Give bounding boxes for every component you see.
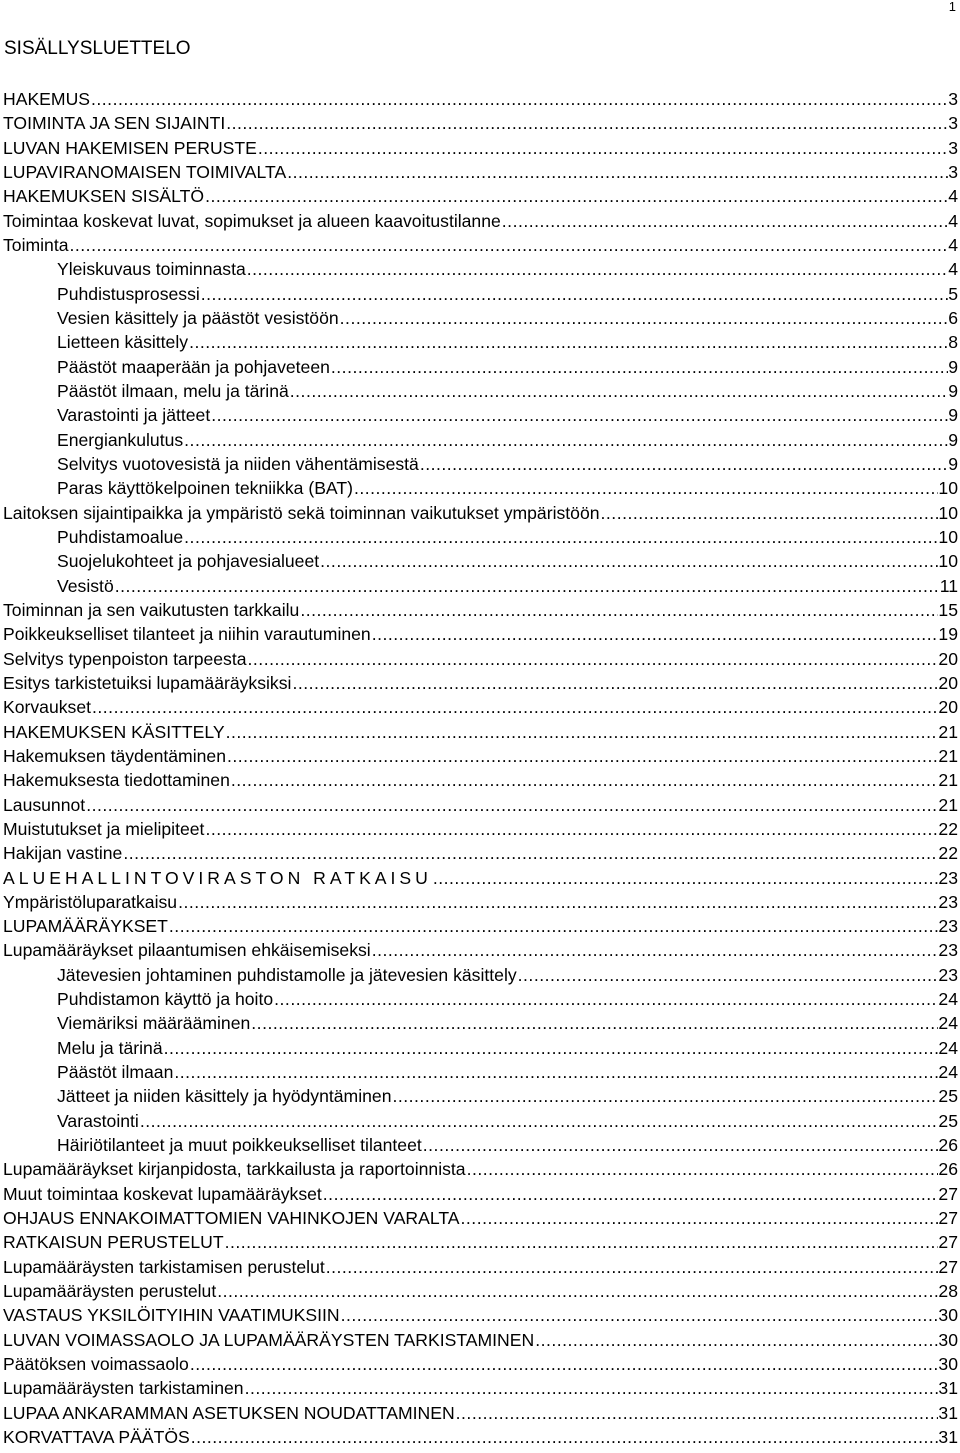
toc-entry-title: Lupamääräykset pilaantumisen ehkäisemiseksi: [3, 940, 371, 961]
dot-leader: [85, 793, 938, 817]
toc-entry[interactable]: [3, 1425, 958, 1449]
dot-leader: [204, 817, 938, 841]
toc-entry-page-number: 6: [948, 307, 958, 328]
toc-entry-page-number: 9: [948, 453, 958, 474]
toc-entry-title: Muut toimintaa koskevat lupamääräykset: [3, 1183, 322, 1204]
toc-entry[interactable]: [3, 793, 958, 817]
toc-entry-page-number: 24: [938, 1013, 958, 1034]
toc-entry-title: Suojelukohteet ja pohjavesialueet: [57, 551, 320, 572]
dot-leader: [432, 866, 939, 890]
toc-entry-page-number: 22: [938, 843, 958, 864]
toc-title: SISÄLLYSLUETTELO: [4, 38, 191, 59]
toc-entry-page-number: 30: [938, 1305, 958, 1326]
toc-entry[interactable]: [3, 598, 958, 622]
toc-entry[interactable]: [3, 1303, 958, 1327]
toc-entry[interactable]: [3, 841, 958, 865]
toc-entry[interactable]: [3, 549, 958, 573]
toc-entry-title: TOIMINTA JA SEN SIJAINTI: [3, 113, 226, 134]
toc-entry[interactable]: [3, 1279, 958, 1303]
dot-leader: [210, 403, 948, 427]
dot-leader: [600, 501, 939, 525]
dot-leader: [419, 452, 948, 476]
toc-entry[interactable]: [3, 1157, 958, 1181]
toc-entry-title: Toiminnan ja sen vaikutusten tarkkailu: [3, 599, 300, 620]
toc-entry-title: Lupamääräysten tarkistamisen perustelut: [3, 1256, 325, 1277]
toc-entry[interactable]: [3, 1255, 958, 1279]
toc-entry-page-number: 21: [938, 721, 958, 742]
toc-entry[interactable]: [3, 403, 958, 427]
dot-leader: [189, 1352, 939, 1376]
dot-leader: [91, 695, 938, 719]
toc-entry[interactable]: [3, 1230, 958, 1254]
toc-entry[interactable]: [3, 257, 958, 281]
toc-entry-title: Lietteen käsittely: [57, 332, 189, 353]
dot-leader: [325, 1255, 939, 1279]
toc-entry-page-number: 25: [938, 1110, 958, 1131]
toc-entry-title: Ympäristöluparatkaisu: [3, 891, 178, 912]
toc-entry[interactable]: [3, 938, 958, 962]
toc-entry-title: Poikkeukselliset tilanteet ja niihin varautuminen: [3, 624, 371, 645]
toc-entry-page-number: 25: [938, 1086, 958, 1107]
toc-entry-page-number: 10: [938, 526, 958, 547]
dot-leader: [225, 720, 939, 744]
toc-entry-title: Laitoksen sijaintipaikka ja ympäristö sekä toiminnan vaikutukset ympäristöön: [3, 502, 600, 523]
toc-entry-page-number: 21: [938, 745, 958, 766]
toc-entry-page-number: 3: [948, 113, 958, 134]
toc-entry[interactable]: [3, 890, 958, 914]
dot-leader: [289, 379, 948, 403]
toc-entry-page-number: 26: [938, 1135, 958, 1156]
toc-entry-page-number: 3: [948, 161, 958, 182]
toc-entry[interactable]: [3, 817, 958, 841]
toc-entry-title: Korvaukset: [3, 697, 92, 718]
toc-entry-title: Hakijan vastine: [3, 843, 123, 864]
toc-entry-title: HAKEMUKSEN SISÄLTÖ: [3, 186, 205, 207]
toc-entry[interactable]: [3, 914, 958, 938]
toc-entry-title: Lausunnot: [3, 794, 86, 815]
table-of-contents: [3, 87, 958, 1449]
toc-entry-page-number: 15: [938, 599, 958, 620]
toc-entry[interactable]: [3, 1182, 958, 1206]
toc-entry-title: Päästöt ilmaan: [57, 1062, 174, 1083]
toc-entry-title: Energiankulutus: [57, 429, 184, 450]
toc-entry-title: Päästöt maaperään ja pohjaveteen: [57, 356, 330, 377]
toc-entry-title: Melu ja tärinä: [57, 1037, 163, 1058]
toc-entry-page-number: 31: [938, 1402, 958, 1423]
dot-leader: [122, 841, 938, 865]
toc-entry-title: Päätöksen voimassaolo: [3, 1354, 189, 1375]
toc-entry[interactable]: [3, 574, 958, 598]
toc-entry[interactable]: [3, 720, 958, 744]
dot-leader: [299, 598, 938, 622]
toc-entry[interactable]: [3, 428, 958, 452]
dot-leader: [322, 1182, 939, 1206]
toc-entry-title: RATKAISUN PERUSTELUT: [3, 1232, 224, 1253]
toc-entry-page-number: 27: [938, 1208, 958, 1229]
toc-entry-title: HAKEMUS: [3, 89, 91, 109]
toc-entry[interactable]: [3, 987, 958, 1011]
dot-leader: [371, 938, 939, 962]
toc-entry-title: LUVAN HAKEMISEN PERUSTE: [3, 137, 257, 158]
toc-entry-title: Vesien käsittely ja päästöt vesistöön: [57, 307, 339, 328]
toc-entry-title: ALUEHALLINTOVIRASTON RATKAISU: [3, 867, 432, 888]
toc-entry[interactable]: [3, 355, 958, 379]
toc-entry-title: Häiriötilanteet ja muut poikkeukselliset tilanteet: [57, 1135, 422, 1156]
toc-entry-title: KORVATTAVA PÄÄTÖS: [3, 1427, 190, 1448]
toc-entry[interactable]: [3, 525, 958, 549]
toc-entry-page-number: 4: [948, 210, 958, 231]
toc-entry-page-number: 27: [938, 1183, 958, 1204]
toc-entry[interactable]: [3, 501, 958, 525]
toc-entry-page-number: 5: [948, 283, 958, 304]
dot-leader: [247, 647, 939, 671]
toc-entry[interactable]: [3, 1352, 958, 1376]
dot-leader: [163, 1036, 939, 1060]
toc-entry-page-number: 3: [948, 137, 958, 158]
toc-entry-page-number: 23: [938, 916, 958, 937]
dot-leader: [246, 257, 948, 281]
dot-leader: [190, 1425, 939, 1449]
toc-entry-page-number: 22: [938, 818, 958, 839]
toc-entry-page-number: 9: [948, 380, 958, 401]
toc-entry[interactable]: [3, 184, 958, 208]
toc-entry[interactable]: [3, 768, 958, 792]
toc-entry-page-number: 9: [948, 356, 958, 377]
toc-entry-title: OHJAUS ENNAKOIMATTOMIEN VAHINKOJEN VARALTA: [3, 1208, 460, 1229]
toc-entry[interactable]: [3, 1084, 958, 1108]
dot-leader: [466, 1157, 939, 1181]
dot-leader: [230, 768, 939, 792]
toc-entry-page-number: 27: [938, 1232, 958, 1253]
dot-leader: [216, 1279, 938, 1303]
toc-entry[interactable]: [3, 622, 958, 646]
dot-leader: [534, 1328, 938, 1352]
dot-leader: [371, 622, 939, 646]
dot-leader: [340, 1303, 939, 1327]
toc-entry-title: HAKEMUKSEN KÄSITTELY: [3, 721, 225, 742]
dot-leader: [319, 549, 938, 573]
dot-leader: [286, 160, 948, 184]
toc-entry-page-number: 3: [948, 89, 958, 109]
toc-entry[interactable]: [3, 282, 958, 306]
toc-entry-page-number: 20: [938, 672, 958, 693]
toc-entry-page-number: 4: [948, 259, 958, 280]
dot-leader: [455, 1401, 939, 1425]
toc-entry-title: Paras käyttökelpoinen tekniikka (BAT): [57, 478, 353, 499]
toc-entry-page-number: 4: [948, 234, 958, 255]
toc-entry-title: Varastointi ja jätteet: [57, 405, 211, 426]
toc-entry[interactable]: [3, 744, 958, 768]
toc-entry-page-number: 4: [948, 186, 958, 207]
toc-entry[interactable]: [3, 963, 958, 987]
toc-entry-page-number: 24: [938, 1062, 958, 1083]
toc-entry-title: Esitys tarkistetuiksi lupamääräyksiksi: [3, 672, 292, 693]
toc-entry-page-number: 10: [938, 502, 958, 523]
toc-entry-page-number: 30: [938, 1329, 958, 1350]
dot-leader: [168, 914, 939, 938]
toc-entry-page-number: 10: [938, 551, 958, 572]
toc-entry-page-number: 26: [938, 1159, 958, 1180]
toc-entry[interactable]: [3, 1011, 958, 1035]
toc-entry[interactable]: [3, 476, 958, 500]
toc-entry[interactable]: [3, 306, 958, 330]
toc-entry-page-number: 11: [939, 575, 958, 596]
toc-entry-page-number: 31: [938, 1427, 958, 1448]
toc-entry-title: Hakemuksen täydentäminen: [3, 745, 226, 766]
toc-entry-title: LUPAA ANKARAMMAN ASETUKSEN NOUDATTAMINEN: [3, 1402, 455, 1423]
dot-leader: [422, 1133, 939, 1157]
toc-entry-title: LUPAVIRANOMAISEN TOIMIVALTA: [3, 161, 287, 182]
toc-entry[interactable]: [3, 1328, 958, 1352]
toc-entry-title: Puhdistusprosessi: [57, 283, 200, 304]
toc-entry[interactable]: [3, 1109, 958, 1133]
toc-entry[interactable]: [3, 1206, 958, 1230]
dot-leader: [188, 330, 948, 354]
toc-entry-page-number: 9: [948, 429, 958, 450]
toc-entry-title: Jätteet ja niiden käsittely ja hyödyntäminen: [57, 1086, 392, 1107]
toc-entry-page-number: 31: [938, 1378, 958, 1399]
toc-entry-title: Viemäriksi määrääminen: [57, 1013, 251, 1034]
dot-leader: [353, 476, 938, 500]
toc-entry[interactable]: [3, 1036, 958, 1060]
dot-leader: [226, 744, 938, 768]
dot-leader: [139, 1109, 939, 1133]
toc-entry[interactable]: [3, 233, 958, 257]
toc-entry[interactable]: [3, 671, 958, 695]
toc-entry-page-number: 23: [938, 891, 958, 912]
toc-entry-title: Puhdistamoalue: [57, 526, 184, 547]
toc-entry-title: Hakemuksesta tiedottaminen: [3, 770, 230, 791]
toc-entry-title: LUVAN VOIMASSAOLO JA LUPAMÄÄRÄYSTEN TARKISTAMINEN: [3, 1329, 535, 1350]
toc-entry[interactable]: [3, 160, 958, 184]
toc-entry-page-number: 10: [938, 478, 958, 499]
dot-leader: [257, 136, 948, 160]
toc-entry[interactable]: [3, 695, 958, 719]
toc-entry[interactable]: [3, 209, 958, 233]
dot-leader: [225, 111, 948, 135]
dot-leader: [501, 209, 948, 233]
toc-entry[interactable]: [3, 452, 958, 476]
toc-entry[interactable]: [3, 1376, 958, 1400]
toc-entry-title: Jätevesien johtaminen puhdistamolle ja jätevesien käsittely: [57, 964, 517, 985]
toc-entry[interactable]: [3, 379, 958, 403]
toc-entry-page-number: 20: [938, 697, 958, 718]
toc-entry-page-number: 28: [938, 1281, 958, 1302]
toc-entry-page-number: 21: [938, 770, 958, 791]
dot-leader: [183, 428, 948, 452]
dot-leader: [183, 525, 938, 549]
toc-entry-page-number: 24: [938, 1037, 958, 1058]
toc-entry-page-number: 23: [938, 867, 958, 888]
dot-leader: [200, 282, 948, 306]
toc-entry-page-number: 23: [938, 964, 958, 985]
toc-entry-title: Vesistö: [57, 575, 114, 596]
dot-leader: [177, 890, 938, 914]
toc-entry-page-number: 24: [938, 989, 958, 1010]
toc-entry[interactable]: [3, 866, 958, 890]
toc-entry-title: Selvitys typenpoiston tarpeesta: [3, 648, 247, 669]
dot-leader: [291, 671, 938, 695]
toc-entry-title: Yleiskuvaus toiminnasta: [57, 259, 246, 280]
dot-leader: [173, 1060, 938, 1084]
toc-entry-page-number: 8: [948, 332, 958, 353]
toc-entry[interactable]: [3, 1133, 958, 1157]
toc-entry-title: Lupamääräysten tarkistaminen: [3, 1378, 244, 1399]
toc-entry[interactable]: [3, 647, 958, 671]
dot-leader: [250, 1011, 938, 1035]
toc-entry[interactable]: [3, 111, 958, 135]
toc-entry-page-number: 21: [938, 794, 958, 815]
toc-entry-title: VASTAUS YKSILÖITYIHIN VAATIMUKSIIN: [3, 1305, 340, 1326]
toc-entry[interactable]: [3, 330, 958, 354]
dot-leader: [391, 1084, 938, 1108]
toc-entry-title: Päästöt ilmaan, melu ja tärinä: [57, 380, 289, 401]
toc-entry-title: Lupamääräysten perustelut: [3, 1281, 217, 1302]
toc-entry-page-number: 20: [938, 648, 958, 669]
toc-entry-title: LUPAMÄÄRÄYKSET: [3, 916, 168, 937]
toc-entry-page-number: 27: [938, 1256, 958, 1277]
toc-entry-page-number: 23: [938, 940, 958, 961]
dot-leader: [69, 233, 949, 257]
page-number: 1: [948, 0, 956, 14]
toc-entry-title: Toiminta: [3, 234, 69, 255]
dot-leader: [273, 987, 938, 1011]
toc-entry[interactable]: [3, 136, 958, 160]
toc-entry-title: Lupamääräykset kirjanpidosta, tarkkailusta ja raportoinnista: [3, 1159, 466, 1180]
dot-leader: [224, 1230, 939, 1254]
toc-entry-title: Varastointi: [57, 1110, 139, 1131]
toc-entry-page-number: 19: [938, 624, 958, 645]
dot-leader: [114, 574, 940, 598]
dot-leader: [517, 963, 939, 987]
dot-leader: [460, 1206, 939, 1230]
dot-leader: [204, 184, 948, 208]
dot-leader: [330, 355, 948, 379]
dot-leader: [339, 306, 949, 330]
toc-entry-title: Selvitys vuotovesistä ja niiden vähentämisestä: [57, 453, 419, 474]
dot-leader: [244, 1376, 939, 1400]
dot-leader: [90, 87, 948, 111]
toc-entry[interactable]: [3, 1401, 958, 1425]
toc-entry-title: Puhdistamon käyttö ja hoito: [57, 989, 274, 1010]
toc-entry-title: Toimintaa koskevat luvat, sopimukset ja alueen kaavoitustilanne: [3, 210, 501, 231]
toc-entry-title: Muistutukset ja mielipiteet: [3, 818, 205, 839]
toc-entry[interactable]: [3, 87, 958, 111]
toc-entry-page-number: 9: [948, 405, 958, 426]
toc-entry[interactable]: [3, 1060, 958, 1084]
toc-entry-page-number: 30: [938, 1354, 958, 1375]
